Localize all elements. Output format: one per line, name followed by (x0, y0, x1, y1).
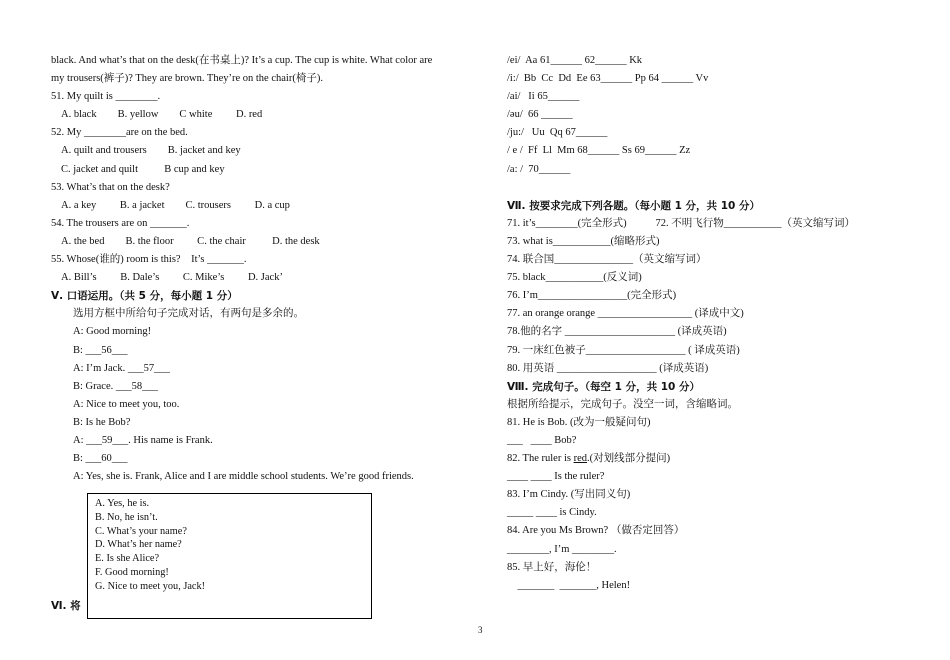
text-line: /a: / 70______ (507, 163, 571, 175)
text-line: ___ ____ Bob? (507, 434, 577, 446)
text-line: _______ _______, Helen! (507, 579, 631, 591)
text-line: A: Nice to meet you, too. (73, 398, 180, 410)
underlined-word: red (573, 453, 588, 465)
answer-options-box (87, 493, 372, 619)
text-line: 78.他的名字 _____________________ (译成英语) (507, 326, 727, 338)
text-line: ________, I’m ________. (507, 543, 617, 555)
text-line: A. a key B. a jacket C. trousers D. a cup (61, 199, 290, 211)
text-line: /əu/ 66 ______ (507, 109, 573, 121)
text-line: 52. My ________are on the bed. (51, 127, 188, 139)
section-heading: Ⅷ. 完成句子。（每空 1 分，共 10 分） (507, 380, 700, 393)
text-line: 51. My quilt is ________. (51, 91, 161, 103)
text-line: 76. I’m_________________(完全形式) (507, 290, 677, 302)
text-line: 55. Whose(谁的) room is this? It’s _______. (51, 254, 247, 266)
option-item: F. Good morning! (95, 566, 169, 578)
text-line: 根据所给提示，完成句子。没空一词，含缩略词。 (507, 398, 738, 410)
section-6-heading: Ⅵ. 将 (51, 600, 81, 612)
text-line: A. quilt and trousers B. jacket and key (61, 145, 241, 157)
text-line: B: ___56___ (73, 344, 128, 356)
text-line: B: Grace. ___58___ (73, 380, 158, 392)
text-line: 71. it’s________(完全形式) 72. 不明飞行物___________（英文缩写词） (507, 217, 855, 229)
text-line: C. jacket and quilt B cup and key (61, 163, 225, 175)
left-column (51, 52, 461, 486)
text-line: 75. black___________(反义词) (507, 272, 642, 284)
text-line: 81. He is Bob. (改为一般疑问句) (507, 416, 651, 428)
text-line: 53. What’s that on the desk? (51, 181, 170, 193)
option-item: A. Yes, he is. (95, 498, 150, 509)
text-line: my trousers(裤子)? They are brown. They’re on the chair(椅子). (51, 73, 323, 85)
text-line: 74. 联合国_______________（英文缩写词） (507, 254, 707, 266)
text-line: /ju:/ Uu Qq 67______ (507, 127, 608, 139)
text-line: A. the bed B. the floor C. the chair D. the desk (61, 235, 320, 247)
text-line: 80. 用英语 ___________________ (译成英语) (507, 362, 709, 374)
text-line: _____ ____ is Cindy. (507, 507, 597, 519)
section-heading: Ⅶ. 按要求完成下列各题。（每小题 1 分，共 10 分） (507, 199, 760, 212)
text-line: A: I’m Jack. ___57___ (73, 362, 170, 374)
text-line: A. Bill’s B. Dale’s C. Mike’s D. Jack’ (61, 272, 283, 284)
option-item: G. Nice to meet you, Jack! (95, 580, 206, 592)
text-line: ____ ____ Is the ruler? (507, 471, 605, 483)
text-line: B: Is he Bob? (73, 416, 131, 428)
text-line: 选用方框中所给句子完成对话，有两句是多余的。 (73, 308, 304, 320)
text-line: 77. an orange orange __________________ (译成中文) (507, 308, 744, 320)
option-item: D. What’s her name? (95, 539, 182, 551)
text-line: black. And what’s that on the desk(在书桌上)? It’s a cup. The cup is white. What color are (51, 55, 433, 66)
text-line: A: Yes, she is. Frank, Alice and I are middle school students. We’re good friends. (73, 471, 414, 483)
right-column (507, 52, 907, 595)
text-line: A: Good morning! (73, 326, 152, 338)
text-line: 84. Are you Ms Brown? （做否定回答） (507, 525, 685, 537)
text-line: 83. I’m Cindy. (写出同义句) (507, 489, 631, 501)
text-line: 82. The ruler is red.(对划线部分提问) (507, 453, 671, 465)
section-heading: Ⅴ. 口语运用。（共 5 分，每小题 1 分） (51, 290, 238, 303)
text-line: /ei/ Aa 61______ 62______ Kk (507, 55, 643, 66)
text-line: B: ___60___ (73, 453, 128, 465)
text-line: 73. what is___________(缩略形式) (507, 235, 660, 247)
text-line (507, 179, 907, 197)
page-number: 3 (478, 625, 483, 635)
option-item: B. No, he isn’t. (95, 511, 158, 523)
option-item: E. Is she Alice? (95, 553, 160, 565)
text-line: /ai/ Ii 65______ (507, 91, 580, 103)
option-item: C. What’s your name? (95, 525, 187, 537)
text-line: 54. The trousers are on _______. (51, 217, 190, 229)
text-line: /i:/ Bb Cc Dd Ee 63______ Pp 64 ______ Vv (507, 73, 709, 85)
text-line: 85. 早上好，海伦！ (507, 561, 597, 573)
text-line: 79. 一床红色被子___________________ ( 译成英语) (507, 344, 740, 356)
text-line: A. black B. yellow C white D. red (61, 109, 263, 121)
text-line: / e / Ff Ll Mm 68______ Ss 69______ Zz (507, 145, 691, 157)
text-line: A: ___59___. His name is Frank. (73, 434, 213, 446)
